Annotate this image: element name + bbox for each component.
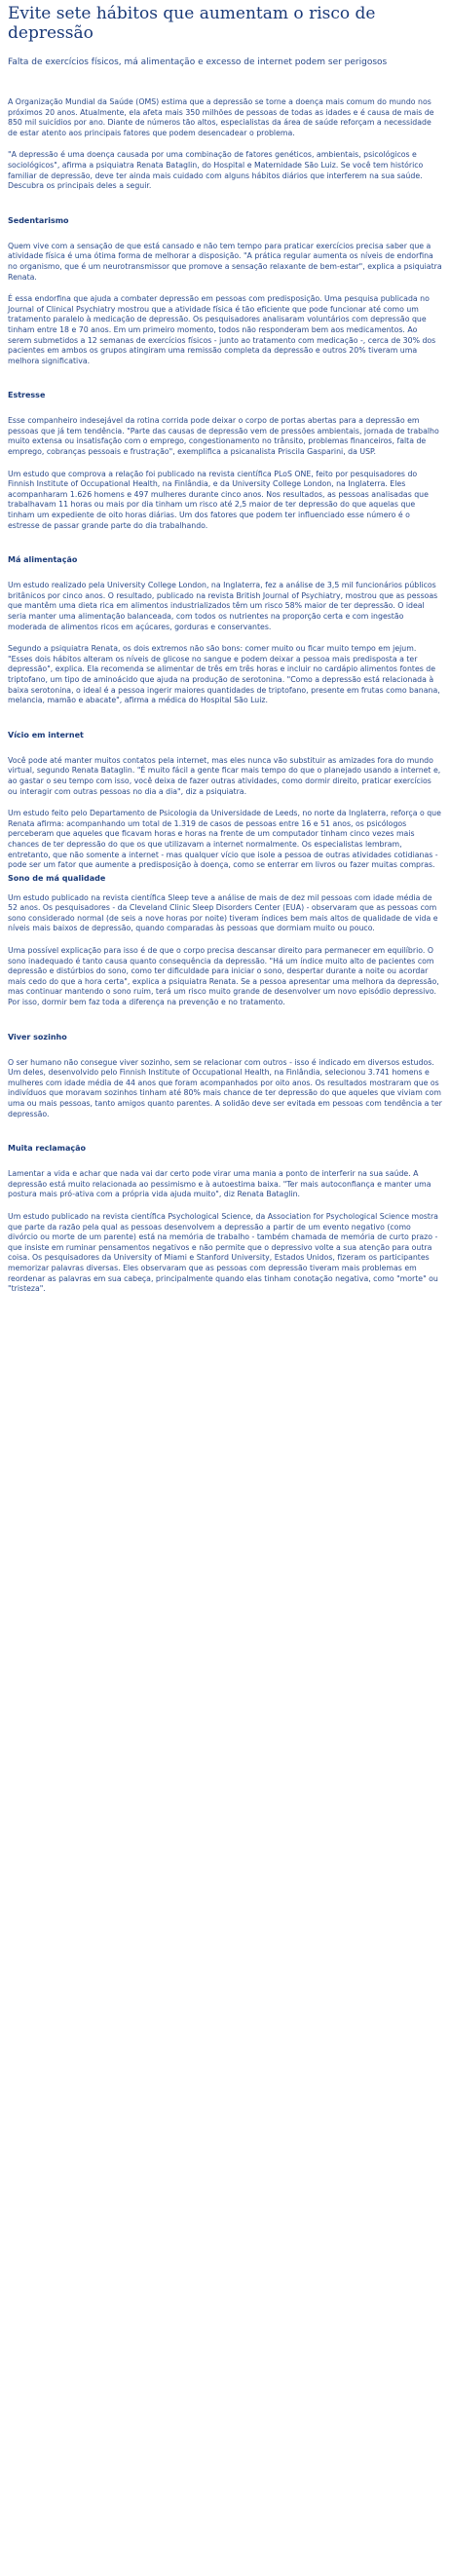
section-heading-muita-reclamacao: Muita reclamação <box>8 1144 87 1154</box>
section-paragraph: O ser humano não consegue viver sozinho, sem se relacionar com outros - isso é indicado em diversos estudos. Um deles, desenvolvido pelo Finnish Institute of Occupational Health, na Finlândia, selecionou 3.741 homens e mulheres com idade média de 44 anos que foram acompanhados por oito anos. Os resultados mostraram que os indivíduos que moravam sozinhos tinham até 80% mais chance de ter depressão do que aqueles que viviam com uma ou mais pessoas, tanto amigos quanto parentes. A solidão deve ser evitada em pessoas com tendência a ter depressão. <box>8 1057 442 1118</box>
section-heading-viver-sozinho: Viver sozinho <box>8 1032 67 1042</box>
section-paragraph: Esse companheiro indesejável da rotina corrida pode deixar o corpo de portas abertas para a depressão em pessoas que já tem tendência. "Parte das causas de depressão vem de pressões ambientais, jornada de trabalho muito extensa ou insatisfação com o emprego, congestionamento no trânsito, problemas financeiros, falta de emprego, cobranças pessoais e frustração", exemplifica a psicanalista Priscila Gasparini, da USP. <box>8 416 439 457</box>
section-heading-vicio-em-internet: Vício em internet <box>8 730 84 739</box>
section-paragraph: Você pode até manter muitos contatos pela internet, mas eles nunca vão substituir as amizades fora do mundo virtual, segundo Renata Bataglin. "É muito fácil a gente ficar mais tempo do que o planejado usando a internet e, ao gastar o seu tempo com isso, você deixa de fazer outras atividades, como dormir direito, praticar exercícios ou interagir com outras pessoas no dia a dia", diz a psiquiatra. <box>8 755 441 796</box>
section-heading-sedentarismo: Sedentarismo <box>8 215 69 225</box>
section-paragraph: É essa endorfina que ajuda a combater depressão em pessoas com predisposição. Uma pesquisa publicada no Journal of Clinical Psychiatry mostrou que a atividade física é tão eficiente que pode funcionar até como um tratamento paralelo à medicação de depressão. Os pesquisadores analisaram voluntários com depressão que tinham entre 18 e 70 anos. Em um primeiro momento, todos não responderam bem aos medicamentos. Ao serem submetidos a 12 semanas de exercícios físicos - junto ao tratamento com medicação -, cerca de 30% dos pacientes em ambos os grupos atingiram uma remissão completa da depressão e outros 20% tiveram uma melhora significativa. <box>8 294 436 365</box>
section-paragraph: Um estudo feito pelo Departamento de Psicologia da Universidade de Leeds, no norte da Inglaterra, reforça o que Renata afirma: acompanhando um total de 1.319 de casos de pessoas entre 16 e 51 anos, os psicólogos perceberam que aqueles que ficavam horas e horas na frente de um computador tinham cinco vezes mais chances de ter depressão do que os que utilizavam a internet normalmente. Os especialistas lembram, entretanto, que não somente a internet - mas qualquer vício que isole a pessoa de outras atividades cotidianas - pode ser um fator que aumente a predisposição à doença, como se enterrar em livros ou fazer muitas compras. <box>8 809 441 870</box>
section-paragraph: Um estudo realizado pela University College London, na Inglaterra, fez a análise de 3,5 mil funcionários públicos britânicos por cinco anos. O resultado, publicado na revista British Journal of Psychiatry, mostrou que as pessoas que mantêm uma dieta rica em alimentos industrializados têm um risco 58% maior de ter depressão. O ideal seria manter uma alimentação balanceada, com todos os nutrientes na proporção certa e com ingestão moderada de alimentos ricos em açúcares, gorduras e conservantes. <box>8 581 438 631</box>
section-paragraph: Um estudo publicado na revista científica Sleep teve a análise de mais de dez mil pessoas com idade média de 52 anos. Os pesquisadores - da Cleveland Clinic Sleep Disorders Center (EUA) - observaram que as pessoas com sono considerado normal (de seis a nove horas por noite) tiveram índices bem mais altos de qualidade de vida e níveis mais baixos de depressão, quando comparadas às pessoas que dormiam muito ou pouco. <box>8 892 438 933</box>
section-heading-ma-alimentacao: Má alimentação <box>8 555 78 565</box>
section-paragraph: Um estudo que comprova a relação foi publicado na revista científica PLoS ONE, feito por pesquisadores do Finnish Institute of Occupational Health, na Finlândia, e da University College London, na Inglaterra. Eles acompanharam 1.626 homens e 497 mulheres durante cinco anos. Nos resultados, as pessoas analisadas que trabalhavam 11 horas ou mais por dia tinham um risco até 2,5 maior de ter depressão do que aquelas que tinham um expediente de oito horas diárias. Um dos fatores que podem ter influenciado esse número é o estresse de passar grande parte do dia trabalhando. <box>8 469 429 530</box>
section-paragraph: Um estudo publicado na revista científica Psychological Science, da Association for Psychological Science mostra que parte da razão pela qual as pessoas desenvolvem a depressão a partir de um evento negativo (como divórcio ou morte de um parente) está na memória de trabalho - também chamada de memória de curto prazo - que insiste em ruminar pensamentos negativos e não permite que o depressivo volte a sua atenção para outra coisa. Os pesquisadores da University of Miami e Stanford University, Estados Unidos, fizeram os participantes memorizar palavras diversas. Eles observaram que as pessoas com depressão tiveram mais problemas em reordenar as palavras em sua cabeça, principalmente quando elas tinham conotação negativa, como "morte" ou "tristeza". <box>8 1211 438 1294</box>
section-paragraph: Segundo a psiquiatra Renata, os dois extremos não são bons: comer muito ou ficar muito tempo em jejum. "Esses dois hábitos alteram os níveis de glicose no sangue e podem deixar a pessoa mais predisposta a ter depressão", explica. Ela recomenda se alimentar de três em três horas e incluir no cardápio alimentos fontes de triptofano, um tipo de aminoácido que ajuda na produção de serotonina. "Como a depressão está relacionada à baixa serotonina, o ideal é a pessoa ingerir maiores quantidades de triptofano, presente em frutas como banana, melancia, mamão e abacate", afirma a médica do Hospital São Luiz. <box>8 644 440 705</box>
section-paragraph: Uma possível explicação para isso é de que o corpo precisa descansar direito para permanecer em equilíbrio. O sono inadequado é tanto causa quanto consequência da depressão. "Há um índice muito alto de pacientes com depressão e distúrbios do sono, como ter dificuldade para iniciar o sono, despertar durante a noite ou acordar mais cedo do que a hora certa", explica a psiquiatra Renata. Se a pessoa apresentar uma melhora da depressão, mas continuar mantendo o sono ruim, terá um risco muito grande de desenvolver um novo episódio depressivo. Por isso, dormir bem faz toda a diferença na prevenção e no tratamento. <box>8 946 439 1007</box>
section-paragraph: Quem vive com a sensação de que está cansado e não tem tempo para praticar exercícios precisa saber que a atividade física é uma ótima forma de melhorar a disposição. "A prática regular aumenta os níveis de endorfina no organismo, que é um neurotransmissor que promove a sensação relaxante de bem-estar", explica a psiquiatra Renata. <box>8 241 442 282</box>
section-heading-sono-de-ma-qualidade: Sono de má qualidade <box>8 873 106 883</box>
article-title: Evite sete hábitos que aumentam o risco de depressão <box>8 4 376 43</box>
intro-paragraph: A Organização Mundial da Saúde (OMS) estima que a depressão se torne a doença mais comum do mundo nos próximos 20 anos. Atualmente, ela afeta mais 350 milhões de pessoas de todas as idades e é causa de mais de 850 mil suicídios por ano. Diante de números tão altos, especialistas da área de saúde reforçam a necessidade de estar atento aos principais fatores que podem desencadear o problema. <box>8 97 434 137</box>
section-paragraph: Lamentar a vida e achar que nada vai dar certo pode virar uma mania a ponto de interferir na sua saúde. A depressão está muito relacionada ao pessimismo e à autoestima baixa. "Ter mais autoconfiança e manter uma postura mais pró-ativa com a própria vida ajuda muito", diz Renata Bataglin. <box>8 1169 431 1199</box>
intro-paragraph: "A depressão é uma doença causada por uma combinação de fatores genéticos, ambientais, psicológicos e sociológicos", afirma a psiquiatra Renata Bataglin, do Hospital e Maternidade São Luiz. Se você tem histórico familiar de depressão, deve ter ainda mais cuidado com alguns hábitos diários que interferem na sua saúde. Descubra os principais deles a seguir. <box>8 150 424 191</box>
article-subtitle: Falta de exercícios físicos, má alimentação e excesso de internet podem ser perigosos <box>8 57 388 67</box>
section-heading-estresse: Estresse <box>8 391 46 400</box>
